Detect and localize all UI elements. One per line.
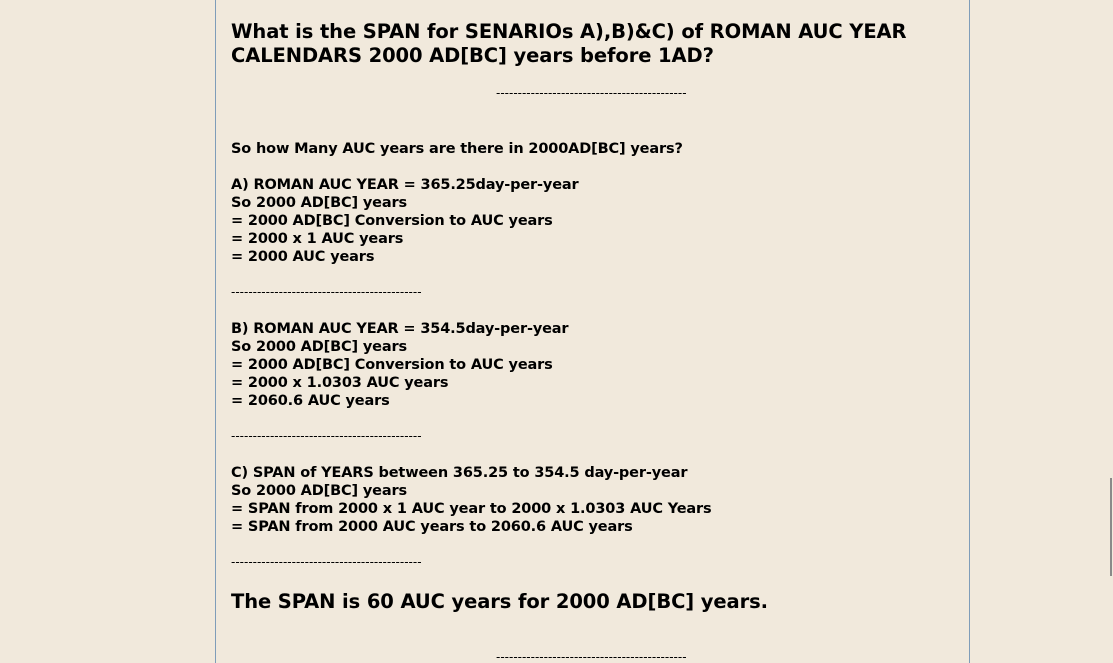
content-panel bbox=[215, 0, 970, 663]
scenario-b-line: = 2060.6 AUC years bbox=[231, 393, 390, 409]
article-body bbox=[231, 20, 951, 663]
scenario-b-line: = 2000 AD[BC] Conversion to AUC years bbox=[231, 357, 553, 373]
scrollbar-edge[interactable] bbox=[1110, 478, 1112, 576]
scenario-a-line: = 2000 x 1 AUC years bbox=[231, 231, 404, 247]
scenario-c-line: = SPAN from 2000 AUC years to 2060.6 AUC years bbox=[231, 519, 633, 535]
scenario-c-heading: C) SPAN of YEARS between 365.25 to 354.5 day-per-year bbox=[231, 465, 688, 481]
divider-c: -------------------------------------------- bbox=[231, 555, 422, 569]
scenario-b-line: So 2000 AD[BC] years bbox=[231, 339, 407, 355]
scenario-a-heading: A) ROMAN AUC YEAR = 365.25day-per-year bbox=[231, 177, 579, 193]
scenario-a-line: So 2000 AD[BC] years bbox=[231, 195, 407, 211]
divider-top: -------------------------------------------- bbox=[496, 86, 687, 100]
divider-b: -------------------------------------------- bbox=[231, 429, 422, 443]
question-text: So how Many AUC years are there in 2000AD[BC] years? bbox=[231, 141, 683, 157]
divider-a: -------------------------------------------- bbox=[231, 285, 422, 299]
scenario-b-heading: B) ROMAN AUC YEAR = 354.5day-per-year bbox=[231, 321, 569, 337]
divider-bottom: -------------------------------------------- bbox=[496, 650, 687, 663]
scenario-c-line: = SPAN from 2000 x 1 AUC year to 2000 x 1.0303 AUC Years bbox=[231, 501, 712, 517]
scenario-c-line: So 2000 AD[BC] years bbox=[231, 483, 407, 499]
scenario-b-line: = 2000 x 1.0303 AUC years bbox=[231, 375, 449, 391]
page-title bbox=[231, 20, 951, 68]
title-line-2: CALENDARS 2000 AD[BC] years before 1AD? bbox=[231, 44, 714, 67]
scenario-a-line: = 2000 AUC years bbox=[231, 249, 375, 265]
scenario-a-line: = 2000 AD[BC] Conversion to AUC years bbox=[231, 213, 553, 229]
title-line-1: What is the SPAN for SENARIOs A),B)&C) of ROMAN AUC YEAR bbox=[231, 20, 907, 43]
conclusion-text: The SPAN is 60 AUC years for 2000 AD[BC] years. bbox=[231, 590, 768, 613]
